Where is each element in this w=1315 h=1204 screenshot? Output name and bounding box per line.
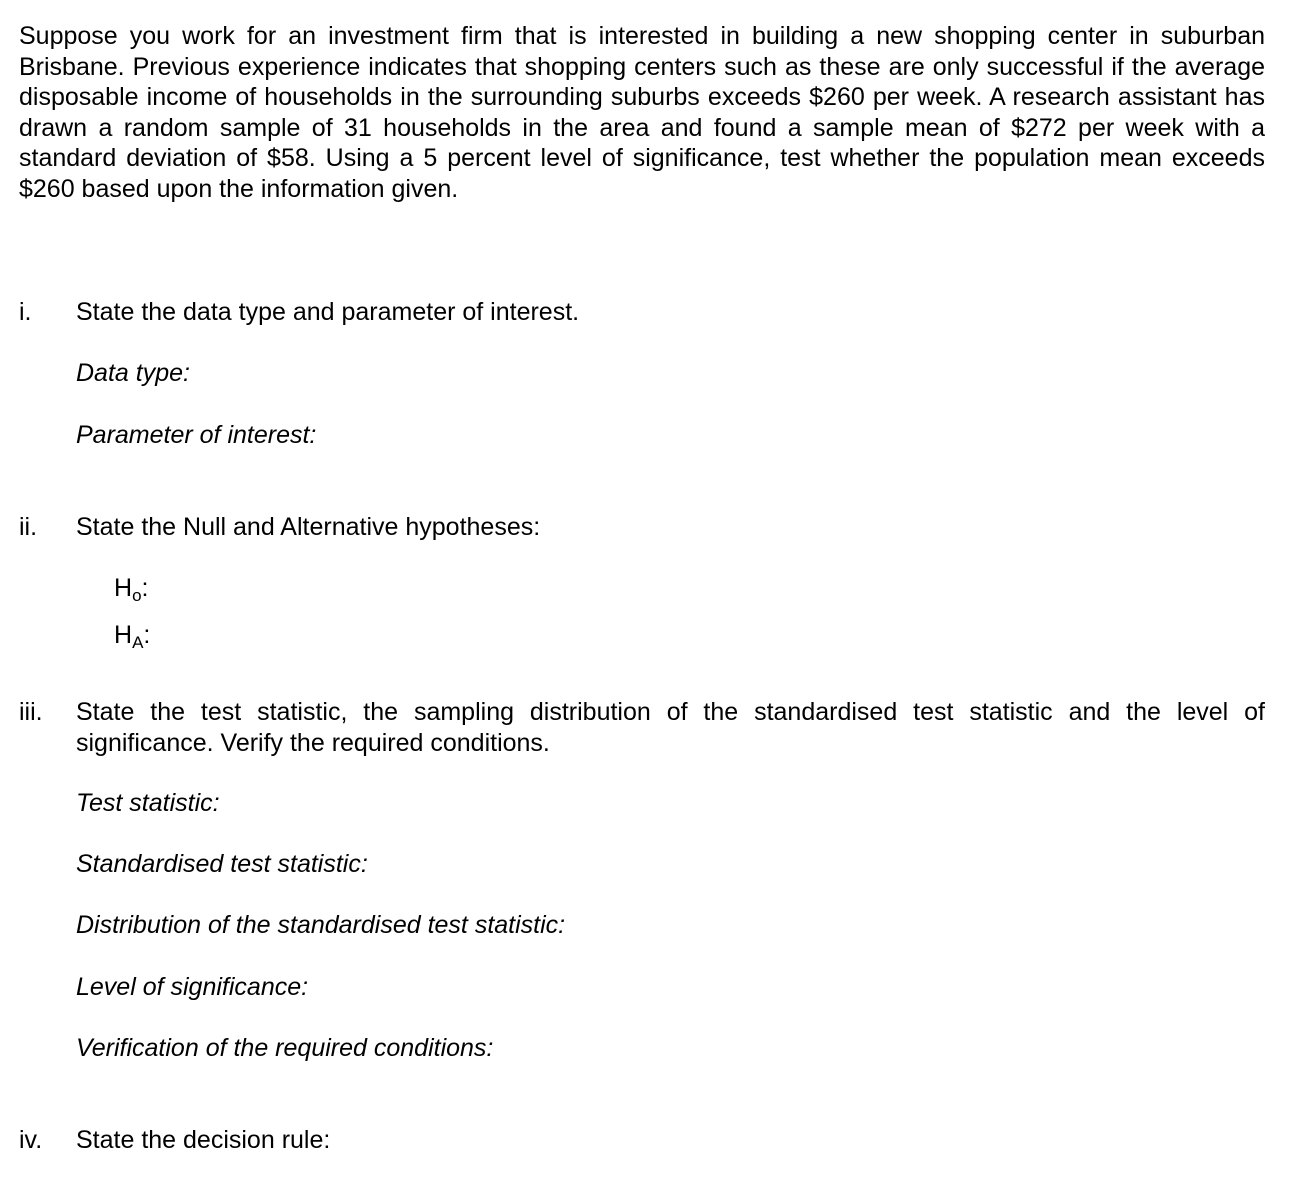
alternative-hypothesis-label <box>114 620 150 653</box>
prompt-distribution: Distribution of the standardised test statistic: <box>76 911 566 939</box>
null-hypothesis-label <box>114 573 148 606</box>
question-text-iv: State the decision rule: <box>76 1126 331 1154</box>
question-text-iii: State the test statistic, the sampling distribution of the standardised test statistic and the level of significance. Verify the required conditions. <box>76 698 1265 757</box>
prompt-data-type: Data type: <box>76 359 190 387</box>
question-text-ii: State the Null and Alternative hypotheses: <box>76 513 541 541</box>
alternative-hypothesis-letter: H <box>114 621 133 649</box>
null-hypothesis-letter: H <box>114 574 133 602</box>
question-text-i: State the data type and parameter of interest. <box>76 298 580 326</box>
alternative-hypothesis-subscript: A <box>132 633 144 652</box>
prompt-test-statistic: Test statistic: <box>76 789 220 817</box>
alternative-hypothesis-colon: : <box>143 621 151 649</box>
question-number-iv: iv. <box>19 1126 43 1154</box>
null-hypothesis-colon: : <box>141 574 149 602</box>
question-number-iii: iii. <box>19 698 43 726</box>
question-number-i: i. <box>19 298 32 326</box>
prompt-parameter-of-interest: Parameter of interest: <box>76 421 317 449</box>
prompt-standardised-test-statistic: Standardised test statistic: <box>76 850 368 878</box>
null-hypothesis-subscript: o <box>132 586 142 605</box>
problem-statement: Suppose you work for an investment firm that is interested in building a new shopping center in suburban Brisbane. Previous experience indicates that shopping centers such as these are only successful if the average disposable income of households in the surrounding suburbs exceeds $260 per week. A research assistant has drawn a random sample of 31 households in the area and found a sample mean of $272 per week with a standard deviation of $58. Using a 5 percent level of significance, test whether the population mean exceeds $260 based upon the information given. <box>19 22 1265 203</box>
question-number-ii: ii. <box>19 513 38 541</box>
prompt-verification-of-conditions: Verification of the required conditions: <box>76 1034 494 1062</box>
prompt-level-of-significance: Level of significance: <box>76 973 309 1001</box>
